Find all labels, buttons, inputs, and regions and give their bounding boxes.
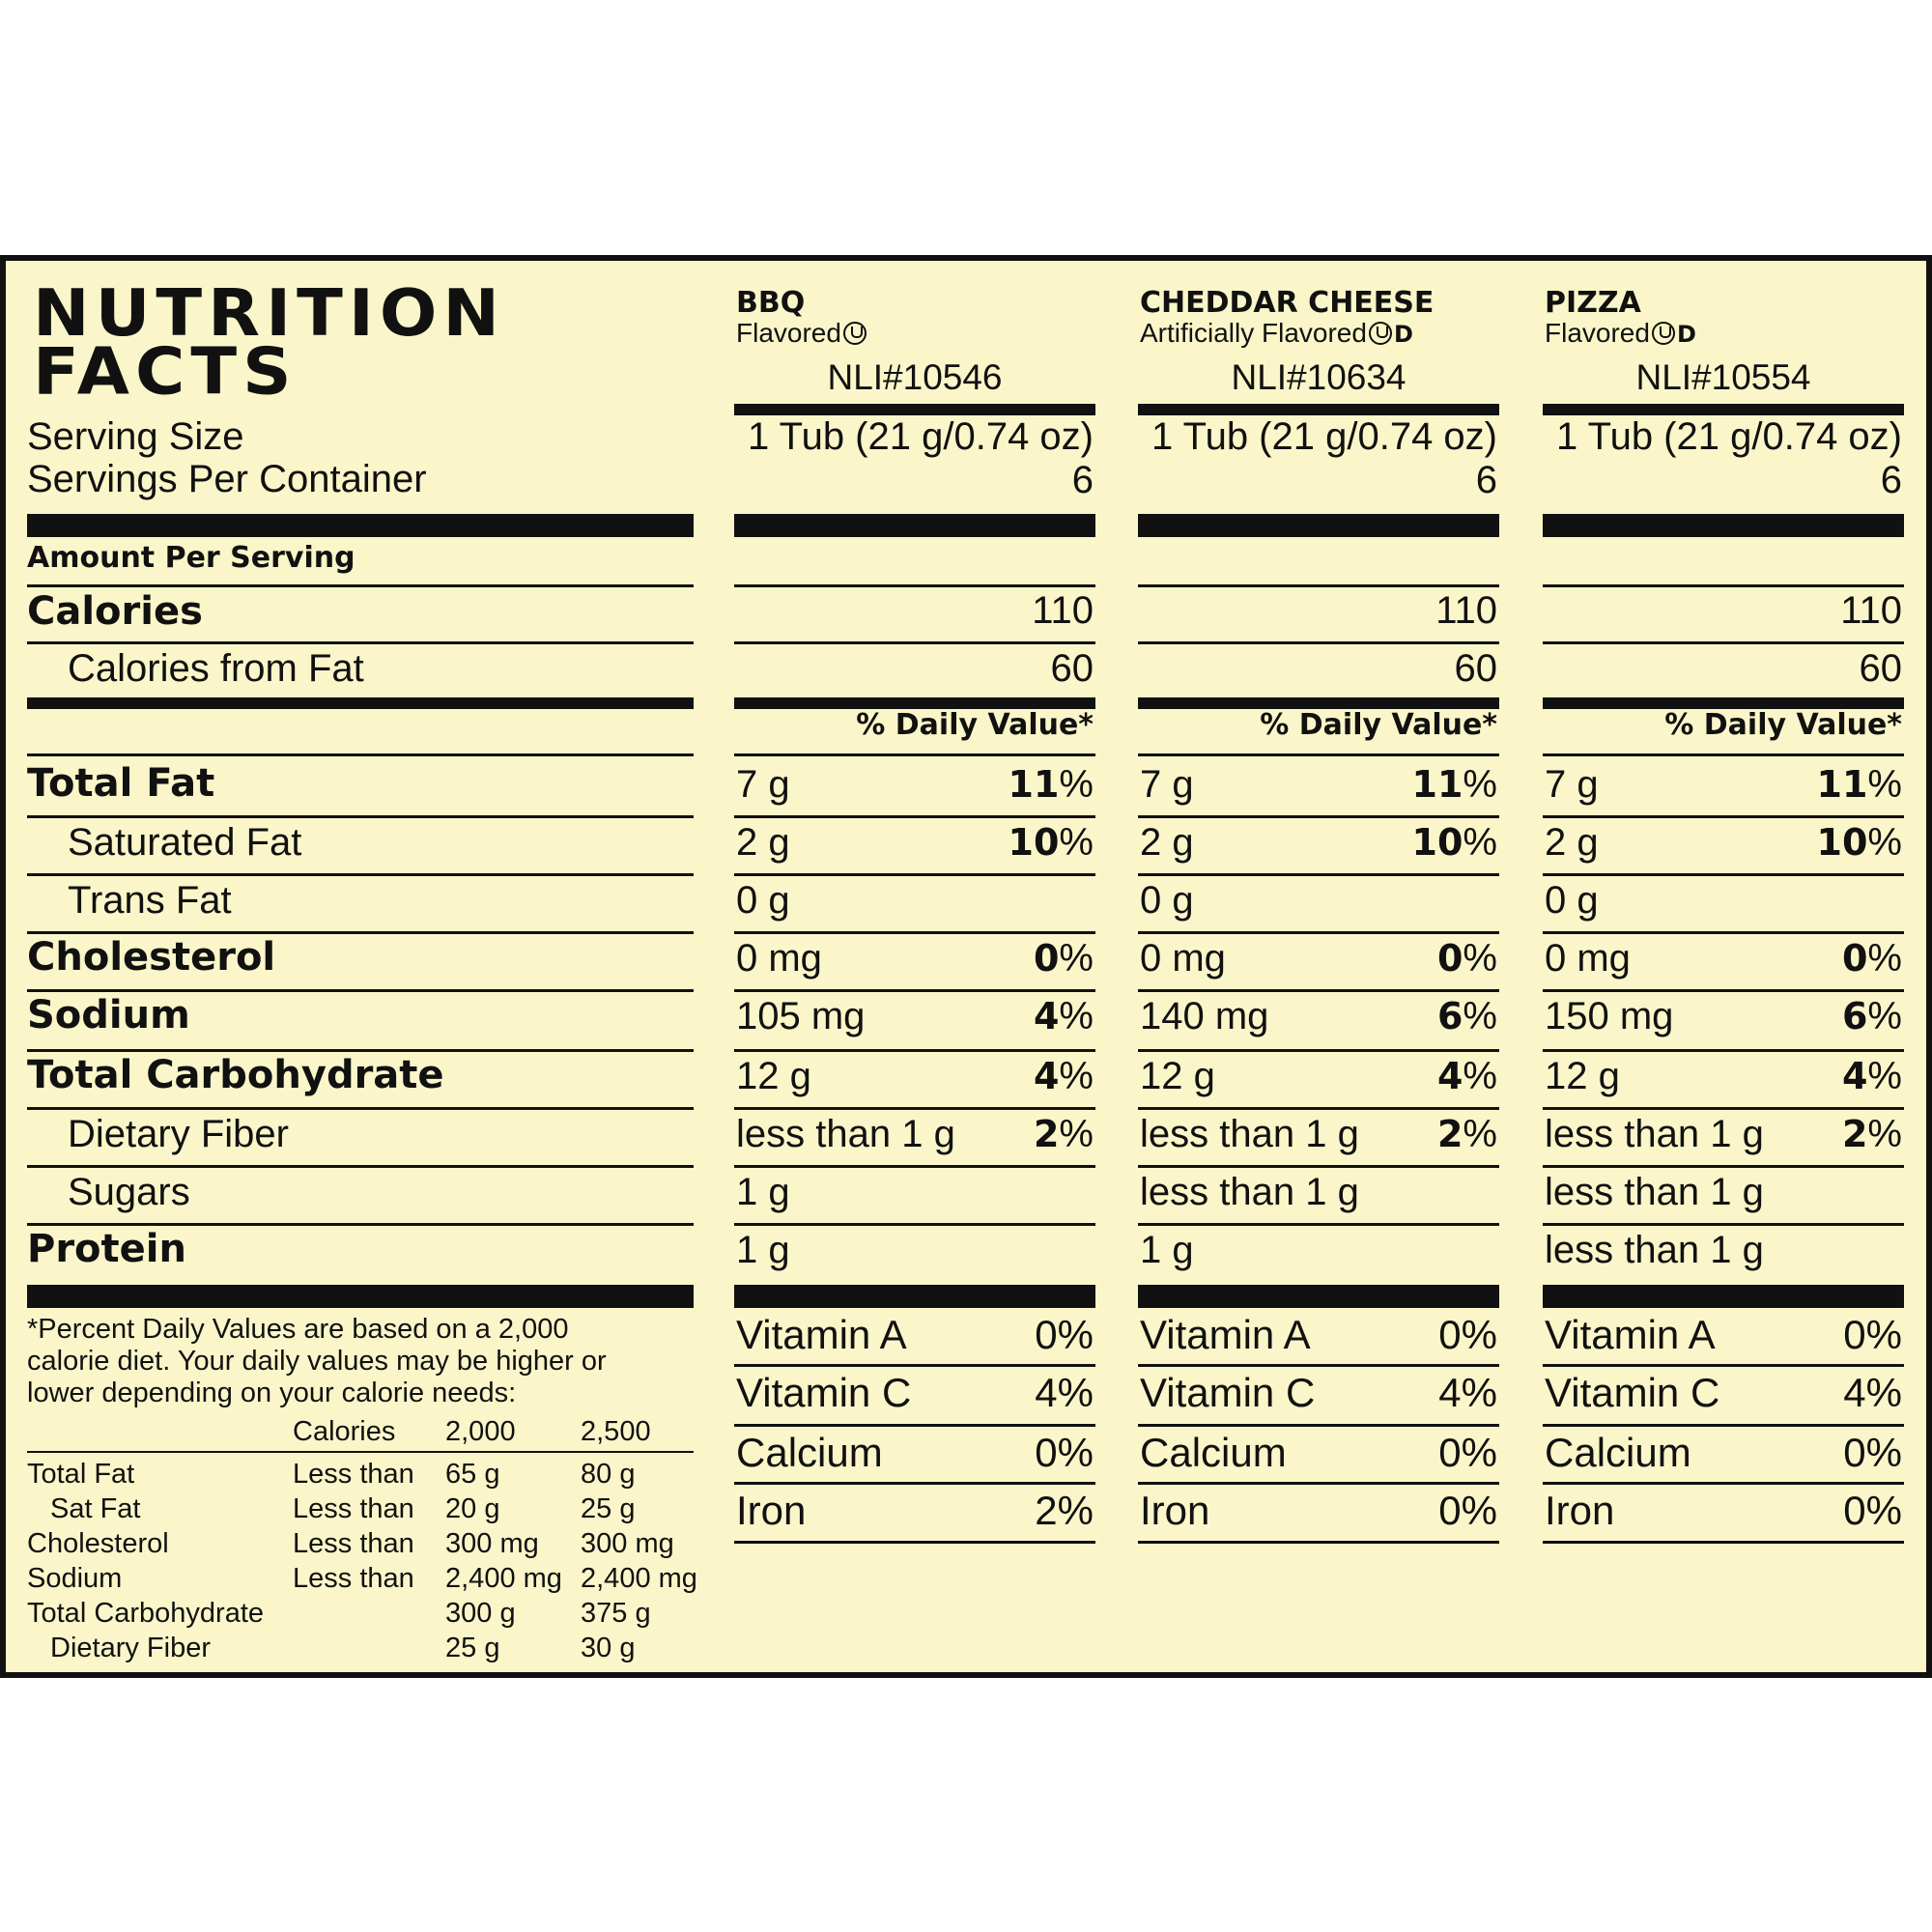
percent-sign: % — [1059, 1113, 1094, 1155]
daily-value-percent — [1009, 763, 1094, 807]
nutrient-rule — [27, 1223, 694, 1226]
servings-value: 6 — [1475, 459, 1497, 501]
calories-from-fat-label: Calories from Fat — [68, 647, 364, 690]
left-rule-calories-top — [27, 584, 694, 587]
nutrient-amount: 7 g — [1140, 763, 1194, 806]
nutrient-amount: 12 g — [736, 1055, 811, 1097]
daily-value-number: 4 — [1841, 1055, 1868, 1097]
vitamin-value: 0% — [1035, 1312, 1094, 1357]
nutrient-rule — [27, 1165, 694, 1168]
percent-sign: % — [1463, 995, 1497, 1037]
amount-per-serving-label: Amount Per Serving — [27, 541, 355, 575]
footnote-value-2500: 80 g — [581, 1459, 636, 1490]
vitamin-value: 0% — [1843, 1488, 1902, 1533]
footnote-value-2000: 2,400 mg — [445, 1563, 562, 1594]
nutrient-rule — [734, 815, 1095, 818]
nutrient-rule — [734, 1049, 1095, 1052]
nutrient-amount: 150 mg — [1545, 995, 1674, 1037]
percent-sign: % — [1463, 821, 1497, 864]
vitamin-label: Vitamin A — [1545, 1312, 1716, 1357]
daily-value-percent — [1034, 937, 1094, 980]
nutrient-label: Sodium — [27, 993, 190, 1037]
daily-value-number: 4 — [1033, 1055, 1060, 1097]
nutrient-amount: 12 g — [1545, 1055, 1620, 1097]
nutrient-rule — [27, 1049, 694, 1052]
column-rule-calories-top — [734, 584, 1095, 587]
percent-sign: % — [1059, 937, 1094, 980]
serving-size-value: 1 Tub (21 g/0.74 oz) — [1555, 415, 1902, 458]
daily-value-number: 11 — [1008, 763, 1060, 806]
nutrient-rule — [27, 1107, 694, 1110]
vitamin-rule — [734, 1364, 1095, 1367]
column-rule-calories-top — [1543, 584, 1904, 587]
nutrient-rule — [734, 1165, 1095, 1168]
nutrient-rule — [734, 989, 1095, 992]
product-name: PIZZA — [1545, 286, 1641, 320]
serving-size-label: Serving Size — [27, 415, 244, 458]
column-top-rule — [1543, 404, 1904, 415]
footnote-rule — [27, 1451, 694, 1453]
product-column — [1543, 261, 1904, 1671]
vitamin-rule — [1543, 1541, 1904, 1544]
footnote-line-2: calorie diet. Your daily values may be higher or — [27, 1346, 607, 1377]
nutrient-label: Total Fat — [27, 761, 215, 806]
footnote-limit: Less than — [293, 1493, 414, 1524]
nutrient-amount: 2 g — [736, 821, 790, 864]
column-rule-dv-bottom — [1138, 753, 1499, 756]
calories-label: Calories — [27, 589, 203, 634]
nutrient-amount: 140 mg — [1140, 995, 1269, 1037]
vitamin-label: Vitamin C — [1140, 1370, 1316, 1415]
vitamin-rule — [1138, 1482, 1499, 1485]
daily-value-number: 11 — [1816, 763, 1868, 806]
nutrition-facts-panel — [0, 255, 1932, 1678]
flavor-text: Flavored — [1545, 318, 1650, 348]
column-thick-rule-2 — [734, 1285, 1095, 1308]
daily-value-percent — [1842, 1055, 1902, 1098]
kosher-u-symbol-icon — [1652, 322, 1675, 345]
nutrient-amount: 0 g — [736, 879, 790, 922]
calories-value: 110 — [1840, 589, 1902, 632]
nutrient-rule — [734, 1223, 1095, 1226]
percent-sign: % — [1867, 1113, 1902, 1155]
vitamin-label: Iron — [1545, 1488, 1615, 1533]
footnote-nutrient: Total Fat — [27, 1459, 135, 1490]
percent-sign: % — [1463, 1113, 1497, 1155]
serving-size-value: 1 Tub (21 g/0.74 oz) — [1151, 415, 1497, 458]
daily-value-number: 4 — [1436, 1055, 1463, 1097]
column-thick-rule-1 — [1543, 514, 1904, 537]
percent-sign: % — [1059, 1055, 1094, 1097]
nutrient-rule — [27, 989, 694, 992]
column-top-rule — [1138, 404, 1499, 415]
nutrient-rule — [734, 1107, 1095, 1110]
nutrient-rule — [1543, 1107, 1904, 1110]
nutrient-amount: less than 1 g — [1140, 1113, 1359, 1155]
vitamin-label: Calcium — [1545, 1430, 1691, 1475]
daily-value-percent — [1412, 821, 1497, 865]
column-thick-rule-2 — [1138, 1285, 1499, 1308]
column-rule-calories-bottom — [734, 641, 1095, 644]
daily-value-number: 6 — [1436, 995, 1463, 1037]
nutrient-amount: 1 g — [1140, 1229, 1194, 1271]
nutrient-amount: 7 g — [736, 763, 790, 806]
dairy-d-symbol-icon: D — [1393, 321, 1413, 348]
servings-value: 6 — [1071, 459, 1094, 501]
left-medium-rule — [27, 697, 694, 709]
vitamin-label: Calcium — [736, 1430, 883, 1475]
vitamin-rule — [734, 1482, 1095, 1485]
column-top-rule — [734, 404, 1095, 415]
vitamin-label: Vitamin C — [1545, 1370, 1720, 1415]
nutrient-amount: 2 g — [1545, 821, 1599, 864]
percent-sign: % — [1463, 763, 1497, 806]
percent-sign: % — [1867, 763, 1902, 806]
column-rule-calories-top — [1138, 584, 1499, 587]
nutrient-amount: 105 mg — [736, 995, 866, 1037]
product-flavor — [1545, 318, 1696, 349]
servings-value: 6 — [1880, 459, 1902, 501]
daily-value-percent — [1412, 763, 1497, 807]
vitamin-rule — [1543, 1482, 1904, 1485]
kosher-u-symbol-icon — [843, 322, 867, 345]
nutrient-rule — [1543, 873, 1904, 876]
daily-value-number: 2 — [1033, 1113, 1060, 1155]
product-nli-code: NLI#10634 — [1231, 357, 1406, 397]
daily-value-percent — [1437, 1113, 1497, 1156]
title-line-1: NUTRITION — [33, 274, 506, 352]
servings-per-container-label: Servings Per Container — [27, 458, 427, 500]
column-thick-rule-1 — [1138, 514, 1499, 537]
daily-value-percent — [1437, 995, 1497, 1038]
nutrient-rule — [1543, 989, 1904, 992]
vitamin-rule — [734, 1424, 1095, 1427]
vitamin-label: Vitamin C — [736, 1370, 912, 1415]
vitamin-value: 2% — [1035, 1488, 1094, 1533]
calories-value: 110 — [1435, 589, 1497, 632]
daily-value-number: 10 — [1816, 821, 1868, 864]
nutrient-amount: 1 g — [736, 1229, 790, 1271]
daily-value-header: % Daily Value* — [1664, 708, 1902, 742]
daily-value-percent — [1034, 995, 1094, 1038]
footnote-value-2500: 300 mg — [581, 1528, 674, 1559]
daily-value-number: 2 — [1841, 1113, 1868, 1155]
vitamin-label: Vitamin A — [1140, 1312, 1311, 1357]
column-thick-rule-1 — [734, 514, 1095, 537]
left-rule-calories-bottom — [27, 641, 694, 644]
left-rule-dv-bottom — [27, 753, 694, 756]
left-thick-rule-2 — [27, 1285, 694, 1308]
nutrient-label: Saturated Fat — [68, 821, 302, 864]
daily-value-percent — [1034, 1113, 1094, 1156]
vitamin-value: 0% — [1438, 1430, 1497, 1475]
footnote-value-2000: 65 g — [445, 1459, 500, 1490]
column-rule-calories-bottom — [1138, 641, 1499, 644]
nutrient-amount: less than 1 g — [1545, 1229, 1764, 1271]
percent-sign: % — [1059, 821, 1094, 864]
vitamin-value: 0% — [1035, 1430, 1094, 1475]
nutrient-rule — [734, 873, 1095, 876]
nutrient-amount: 0 mg — [736, 937, 822, 980]
footnote-nutrient: Sodium — [27, 1563, 123, 1594]
nutrient-rule — [27, 815, 694, 818]
daily-value-percent — [1842, 1113, 1902, 1156]
nutrient-amount: less than 1 g — [736, 1113, 955, 1155]
nutrient-amount: 0 g — [1140, 879, 1194, 922]
nutrient-rule — [1138, 1165, 1499, 1168]
vitamin-value: 0% — [1843, 1312, 1902, 1357]
vitamin-label: Iron — [736, 1488, 807, 1533]
daily-value-number: 10 — [1008, 821, 1060, 864]
serving-size-value: 1 Tub (21 g/0.74 oz) — [747, 415, 1094, 458]
nutrient-amount: 0 mg — [1545, 937, 1631, 980]
nutrient-rule — [1138, 931, 1499, 934]
footnote-limit: Less than — [293, 1563, 414, 1594]
daily-value-header: % Daily Value* — [856, 708, 1094, 742]
footnote-line-3: lower depending on your calorie needs: — [27, 1378, 517, 1408]
calories-from-fat-value: 60 — [1050, 647, 1094, 690]
nutrient-rule — [1543, 1223, 1904, 1226]
product-column — [1138, 261, 1499, 1671]
nutrient-label: Protein — [27, 1227, 186, 1271]
vitamin-label: Calcium — [1140, 1430, 1287, 1475]
flavor-text: Artificially Flavored — [1140, 318, 1367, 348]
calories-from-fat-value: 60 — [1859, 647, 1902, 690]
daily-value-percent — [1437, 1055, 1497, 1098]
column-rule-dv-bottom — [1543, 753, 1904, 756]
percent-sign: % — [1463, 1055, 1497, 1097]
nutrient-rule — [27, 873, 694, 876]
daily-value-number: 2 — [1436, 1113, 1463, 1155]
nutrient-rule — [1138, 873, 1499, 876]
daily-value-percent — [1817, 821, 1902, 865]
nutrient-rule — [1138, 1223, 1499, 1226]
vitamin-value: 0% — [1438, 1312, 1497, 1357]
nutrient-rule — [734, 931, 1095, 934]
footnote-header-calories: Calories — [293, 1416, 396, 1447]
vitamin-rule — [1138, 1364, 1499, 1367]
percent-sign: % — [1867, 995, 1902, 1037]
nutrient-amount: 0 g — [1545, 879, 1599, 922]
footnote-nutrient: Dietary Fiber — [50, 1633, 211, 1663]
column-thick-rule-2 — [1543, 1285, 1904, 1308]
nutrient-amount: 2 g — [1140, 821, 1194, 864]
vitamin-value: 0% — [1438, 1488, 1497, 1533]
nutrient-amount: less than 1 g — [1545, 1171, 1764, 1213]
left-thick-rule-1 — [27, 514, 694, 537]
footnote-value-2500: 2,400 mg — [581, 1563, 697, 1594]
nutrient-rule — [1543, 1049, 1904, 1052]
percent-sign: % — [1867, 1055, 1902, 1097]
title-line-2: FACTS — [33, 332, 298, 410]
column-rule-dv-bottom — [734, 753, 1095, 756]
vitamin-value: 4% — [1035, 1370, 1094, 1415]
nutrient-rule — [1138, 1107, 1499, 1110]
daily-value-header: % Daily Value* — [1260, 708, 1497, 742]
product-name: BBQ — [736, 286, 806, 320]
daily-value-percent — [1437, 937, 1497, 980]
daily-value-number: 0 — [1436, 937, 1463, 980]
footnote-nutrient: Cholesterol — [27, 1528, 169, 1559]
footnote-value-2500: 30 g — [581, 1633, 636, 1663]
daily-value-number: 6 — [1841, 995, 1868, 1037]
product-flavor — [1140, 318, 1413, 349]
nutrient-label: Dietary Fiber — [68, 1113, 289, 1155]
daily-value-number: 10 — [1411, 821, 1463, 864]
product-column — [734, 261, 1095, 1671]
nutrient-label: Trans Fat — [68, 879, 232, 922]
nutrient-label: Sugars — [68, 1171, 190, 1213]
product-name: CHEDDAR CHEESE — [1140, 286, 1435, 320]
product-flavor — [736, 318, 867, 349]
kosher-u-symbol-icon — [1369, 322, 1392, 345]
nutrient-rule — [1138, 989, 1499, 992]
nutrient-label: Total Carbohydrate — [27, 1053, 444, 1097]
daily-value-number: 0 — [1841, 937, 1868, 980]
nutrient-rule — [1138, 1049, 1499, 1052]
product-nli-code: NLI#10554 — [1635, 357, 1811, 397]
footnote-nutrient: Sat Fat — [50, 1493, 141, 1524]
vitamin-rule — [1543, 1364, 1904, 1367]
nutrient-amount: less than 1 g — [1140, 1171, 1359, 1213]
vitamin-value: 0% — [1843, 1430, 1902, 1475]
percent-sign: % — [1059, 995, 1094, 1037]
footnote-header-2000: 2,000 — [445, 1416, 516, 1447]
footnote-limit: Less than — [293, 1528, 414, 1559]
nutrient-rule — [1138, 815, 1499, 818]
vitamin-label: Vitamin A — [736, 1312, 907, 1357]
vitamin-rule — [734, 1541, 1095, 1544]
calories-from-fat-value: 60 — [1454, 647, 1497, 690]
footnote-value-2000: 25 g — [445, 1633, 500, 1663]
footnote-limit: Less than — [293, 1459, 414, 1490]
footnote-value-2500: 25 g — [581, 1493, 636, 1524]
calories-value: 110 — [1032, 589, 1094, 632]
footnote-value-2000: 20 g — [445, 1493, 500, 1524]
nutrient-amount: less than 1 g — [1545, 1113, 1764, 1155]
percent-sign: % — [1059, 763, 1094, 806]
daily-value-number: 4 — [1033, 995, 1060, 1037]
vitamin-rule — [1138, 1541, 1499, 1544]
nutrient-rule — [27, 931, 694, 934]
nutrient-amount: 1 g — [736, 1171, 790, 1213]
nutrient-label: Cholesterol — [27, 935, 276, 980]
nutrient-amount: 0 mg — [1140, 937, 1226, 980]
vitamin-rule — [1138, 1424, 1499, 1427]
footnote-value-2500: 375 g — [581, 1598, 651, 1629]
vitamin-rule — [1543, 1424, 1904, 1427]
percent-sign: % — [1867, 937, 1902, 980]
daily-value-percent — [1034, 1055, 1094, 1098]
nutrient-rule — [1543, 931, 1904, 934]
daily-value-number: 0 — [1033, 937, 1060, 980]
flavor-text: Flavored — [736, 318, 841, 348]
nutrient-rule — [1543, 815, 1904, 818]
vitamin-value: 4% — [1843, 1370, 1902, 1415]
nutrient-amount: 7 g — [1545, 763, 1599, 806]
nutrient-amount: 12 g — [1140, 1055, 1215, 1097]
daily-value-percent — [1009, 821, 1094, 865]
nutrient-rule — [1543, 1165, 1904, 1168]
daily-value-number: 11 — [1411, 763, 1463, 806]
footnote-header-2500: 2,500 — [581, 1416, 651, 1447]
daily-value-percent — [1842, 937, 1902, 980]
footnote-line-1: *Percent Daily Values are based on a 2,000 — [27, 1314, 569, 1345]
footnote-nutrient: Total Carbohydrate — [27, 1598, 265, 1629]
percent-sign: % — [1463, 937, 1497, 980]
column-rule-calories-bottom — [1543, 641, 1904, 644]
footnote-value-2000: 300 mg — [445, 1528, 539, 1559]
nutrition-facts-title — [33, 274, 506, 410]
daily-value-percent — [1817, 763, 1902, 807]
vitamin-label: Iron — [1140, 1488, 1210, 1533]
daily-value-percent — [1842, 995, 1902, 1038]
vitamin-value: 4% — [1438, 1370, 1497, 1415]
footnote-value-2000: 300 g — [445, 1598, 516, 1629]
dairy-d-symbol-icon: D — [1676, 321, 1696, 348]
product-nli-code: NLI#10546 — [827, 357, 1003, 397]
percent-sign: % — [1867, 821, 1902, 864]
